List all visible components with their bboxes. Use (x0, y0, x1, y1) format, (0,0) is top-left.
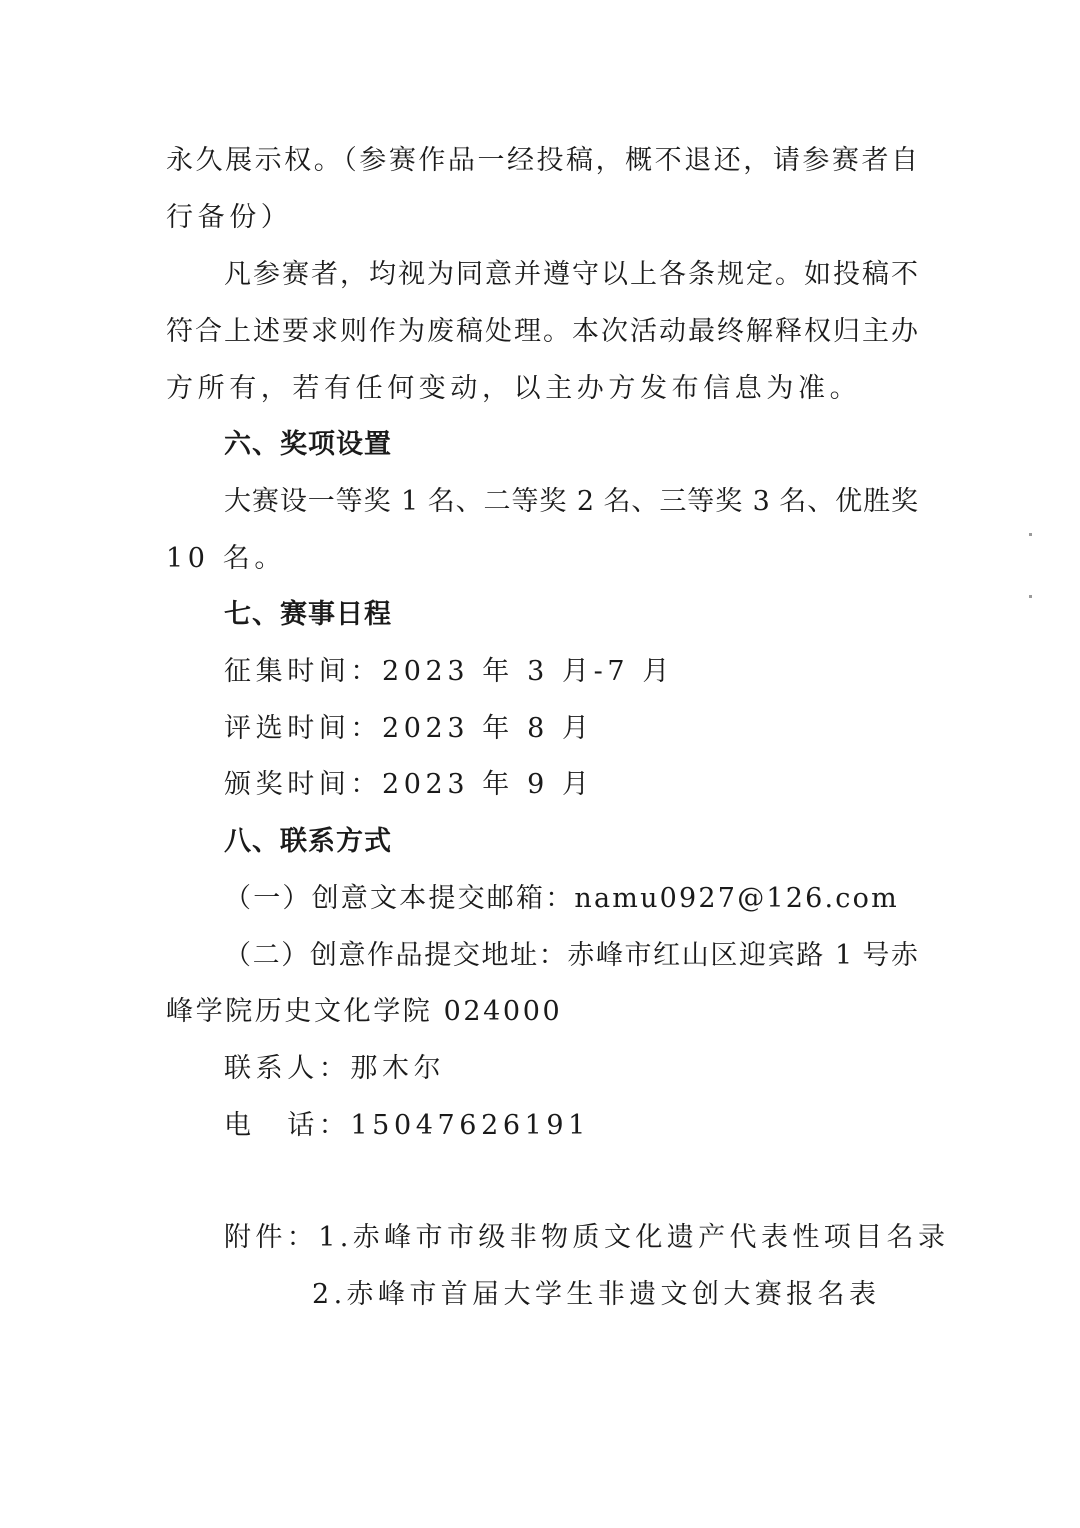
paragraph-rules-line-1: 凡参赛者，均视为同意并遵守以上各条规定。如投稿不 (224, 259, 918, 290)
section-heading-awards: 六、奖项设置 (224, 429, 392, 460)
paragraph-continuation-line-1: 永久展示权。（参赛作品一经投稿，概不退还，请参赛者自 (166, 145, 918, 176)
contact-email-line: （一）创意文本提交邮箱：namu0927@126.com (224, 883, 899, 914)
schedule-judging-time: 评选时间：2023 年 8 月 (224, 713, 594, 744)
paragraph-rules-line-3: 方所有，若有任何变动，以主办方发布信息为准。 (166, 373, 862, 404)
scan-mark-dot (1029, 533, 1032, 536)
contact-phone-line: 电 话：15047626191 (224, 1110, 590, 1141)
awards-line-1: 大赛设一等奖 1 名、二等奖 2 名、三等奖 3 名、优胜奖 (224, 486, 918, 517)
contact-address-line-1: （二）创意作品提交地址：赤峰市红山区迎宾路 1 号赤 (224, 940, 918, 971)
paragraph-rules-line-2: 符合上述要求则作为废稿处理。本次活动最终解释权归主办 (166, 316, 918, 347)
attachment-item-1: 附件：1.赤峰市市级非物质文化遗产代表性项目名录 (224, 1222, 950, 1253)
awards-line-2: 10 名。 (166, 543, 286, 574)
section-heading-contact: 八、联系方式 (224, 826, 392, 857)
schedule-award-time: 颁奖时间：2023 年 9 月 (224, 769, 594, 800)
section-heading-schedule: 七、赛事日程 (224, 599, 392, 630)
schedule-collection-time: 征集时间：2023 年 3 月-7 月 (224, 656, 674, 687)
attachment-item-2: 2.赤峰市首届大学生非遗文创大赛报名表 (312, 1279, 881, 1310)
scan-mark-dot (1029, 595, 1032, 598)
contact-person-line: 联系人：那木尔 (224, 1053, 446, 1084)
paragraph-continuation-line-2: 行备份） (166, 202, 293, 233)
contact-address-line-2: 峰学院历史文化学院 024000 (166, 996, 563, 1027)
